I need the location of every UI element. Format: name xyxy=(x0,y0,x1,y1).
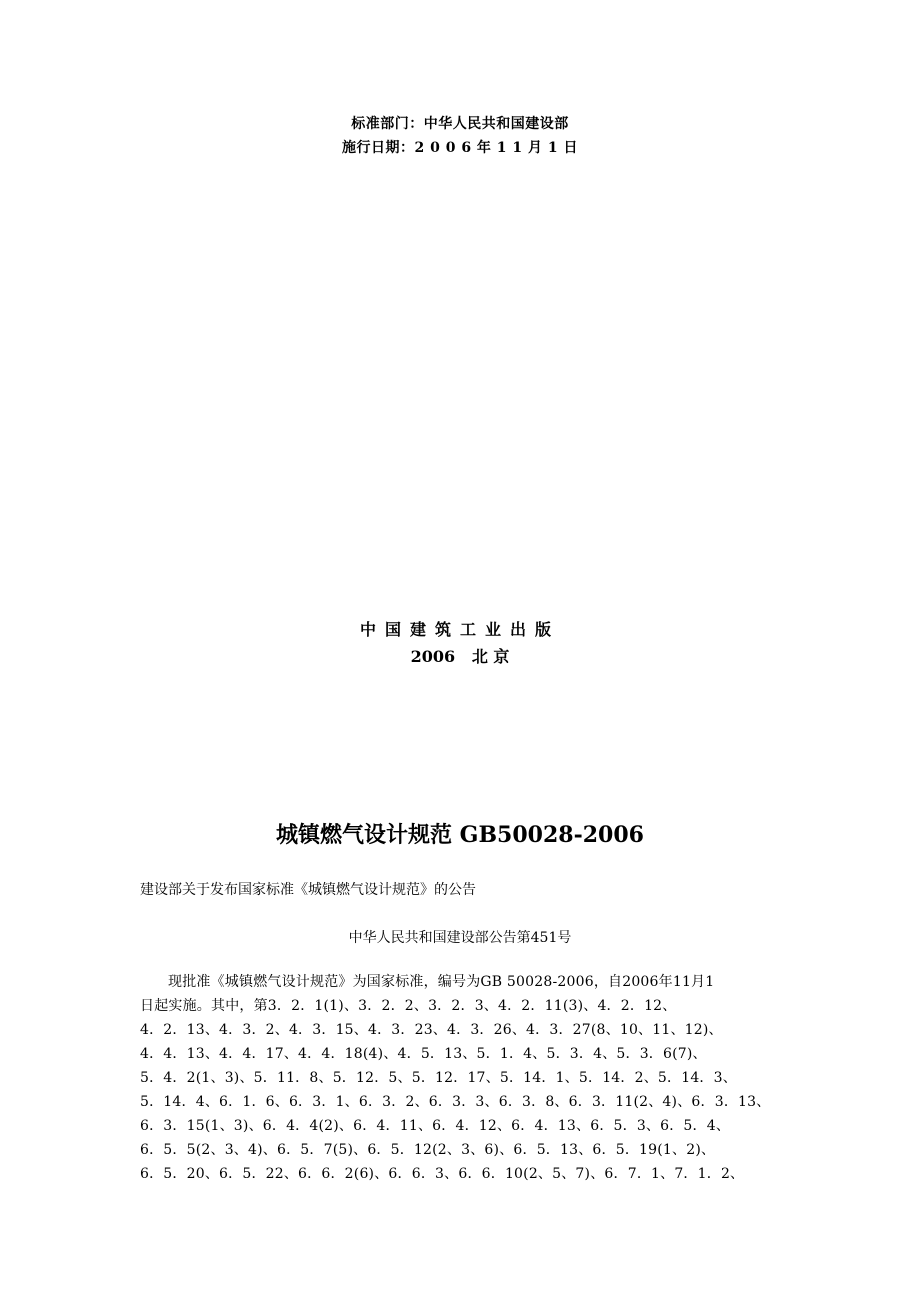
body-line: 6．3．15(1、3)、6．4．4(2)、6．4．11、6．4．12、6．4．13、6．5．3、6．5．4、 xyxy=(140,1118,731,1134)
publisher-name: 中国建筑工业出版 xyxy=(359,620,560,639)
announcement-heading: 建设部关于发布国家标准《城镇燃气设计规范》的公告 xyxy=(140,882,476,898)
announcement-body xyxy=(140,970,790,1186)
publisher-year-city: 2006 北 京 xyxy=(410,647,510,666)
body-line: 日起实施。其中，第3．2．1(1)、3．2．2、3．2．3、4．2．11(3)、4．2．12、 xyxy=(140,998,677,1014)
standard-department: 标准部门：中华人民共和国建设部 xyxy=(351,116,569,132)
body-line: 6．5．5(2、3、4)、6．5．7(5)、6．5．12(2、3、6)、6．5．13、6．5．19(1、2)、 xyxy=(140,1142,716,1158)
body-line: 4．4．13、4．4．17、4．4．18(4)、4．5．13、5．1．4、5．3．4、5．3．6(7)、 xyxy=(140,1046,707,1062)
document-title: 城镇燃气设计规范 GB50028-2006 xyxy=(276,822,644,848)
body-line: 5．14．4、6．1．6、6．3．1、6．3．2、6．3．3、6．3．8、6．3．11(2、4)、6．3．13、 xyxy=(140,1094,771,1110)
body-line: 4．2．13、4．3．2、4．3．15、4．3．23、4．3．26、4．3．27(8、10、11、12)、 xyxy=(140,1022,723,1038)
body-line: 6．5．20、6．5．22、6．6．2(6)、6．6．3、6．6．10(2、5、7)、6．7．1、7．1．2、 xyxy=(140,1166,745,1182)
cover-meta xyxy=(0,112,920,160)
effective-date: 施行日期：2 0 0 6 年 1 1 月 1 日 xyxy=(341,140,579,156)
publisher-block xyxy=(0,616,920,670)
announcement-number: 中华人民共和国建设部公告第451号 xyxy=(348,930,572,946)
body-line: 5．4．2(1、3)、5．11．8、5．12．5、5．12．17、5．14．1、5．14．2、5．14．3、 xyxy=(140,1070,737,1086)
body-line: 现批准《城镇燃气设计规范》为国家标准，编号为GB 50028-2006，自2006年11月1 xyxy=(168,974,715,990)
